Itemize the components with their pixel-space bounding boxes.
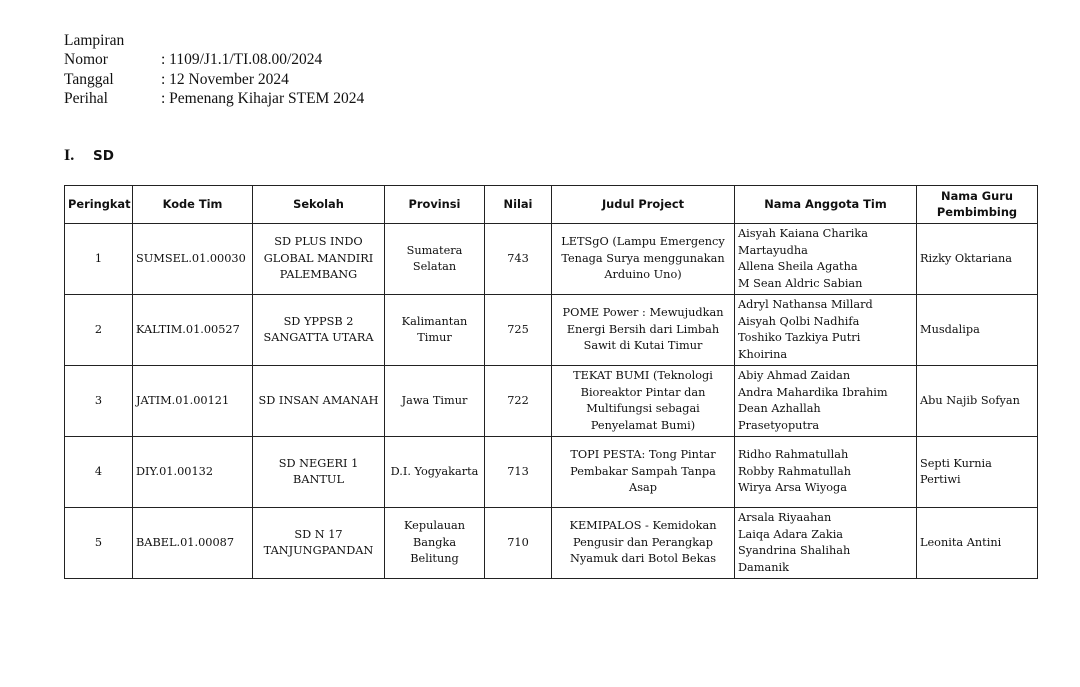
cell-nama-anggota-tim-line: Aisyah Qolbi Nadhifa — [738, 314, 860, 328]
cell-sekolah-line: SD PLUS INDO — [274, 235, 363, 249]
cell-nama-guru-line: Leonita Antini — [920, 535, 1002, 549]
cell-provinsi — [385, 437, 485, 508]
cell-nama-anggota-tim — [735, 437, 917, 508]
cell-nilai: 725 — [485, 295, 552, 366]
cell-sekolah-line: TANJUNGPANDAN — [263, 544, 374, 557]
section-heading — [64, 147, 114, 165]
cell-judul-project-line: Nyamuk dari Botol Bekas — [569, 552, 716, 566]
cell-nama-anggota-tim-line: Aisyah Kaiana Charika — [738, 227, 868, 240]
cell-judul-project — [552, 224, 735, 295]
cell-nama-anggota-tim — [735, 508, 917, 579]
cell-kode-tim: KALTIM.01.00527 — [133, 295, 253, 366]
cell-judul-project-line: TEKAT BUMI (Teknologi — [573, 369, 713, 382]
cell-nama-anggota-tim-line: Ridho Rahmatullah — [738, 448, 849, 462]
cell-nama-guru-line: Abu Najib Sofyan — [920, 393, 1020, 407]
cell-nama-anggota-tim-line: Damanik — [738, 560, 789, 574]
cell-sekolah-line: SD INSAN AMANAH — [258, 393, 379, 407]
cell-judul-project — [552, 366, 735, 437]
cell-provinsi-line: Belitung — [410, 552, 459, 566]
cell-provinsi-line: Bangka — [412, 535, 457, 549]
cell-nama-anggota-tim — [735, 224, 917, 295]
cell-nama-anggota-tim-line: Martayudha — [738, 243, 808, 257]
cell-provinsi — [385, 366, 485, 437]
cell-nama-anggota-tim-line: Laiqa Adara Zakia — [738, 527, 844, 541]
cell-judul-project-line: Penyelamat Bumi) — [590, 418, 696, 432]
header-nama-guru-pembimbing: Nama Guru Pembimbing — [917, 186, 1038, 224]
header-kode-tim: Kode Tim — [133, 186, 253, 224]
header-nilai: Nilai — [485, 186, 552, 224]
tanggal-label: Tanggal — [64, 70, 114, 88]
section-number: I. — [64, 147, 75, 164]
table-row — [65, 437, 1038, 508]
cell-judul-project-line: TOPI PESTA: Tong Pintar — [570, 448, 716, 462]
header-judul-project: Judul Project — [552, 186, 735, 224]
cell-nama-guru-line: Musdalipa — [920, 322, 980, 336]
cell-sekolah — [253, 437, 385, 508]
cell-judul-project-line: Tenaga Surya menggunakan — [561, 251, 725, 265]
table-row — [65, 295, 1038, 366]
cell-sekolah-line: SD YPPSB 2 — [283, 314, 354, 328]
cell-sekolah-line: BANTUL — [293, 473, 344, 486]
table-row — [65, 508, 1038, 579]
cell-sekolah — [253, 224, 385, 295]
lampiran-label: Lampiran — [64, 32, 125, 49]
cell-nama-anggota-tim-line: Dean Azhallah — [738, 402, 821, 415]
cell-nama-guru — [917, 437, 1038, 508]
cell-judul-project — [552, 295, 735, 366]
cell-provinsi-line: Kepulauan — [404, 519, 465, 533]
cell-provinsi-line: D.I. Yogyakarta — [390, 464, 479, 478]
cell-nama-anggota-tim-line: Toshiko Tazkiya Putri — [738, 331, 861, 344]
cell-sekolah — [253, 295, 385, 366]
table-row — [65, 224, 1038, 295]
cell-nilai: 713 — [485, 437, 552, 508]
nomor-value: : 1109/J1.1/TI.08.00/2024 — [161, 51, 323, 69]
cell-nama-anggota-tim-line: M Sean Aldric Sabian — [738, 276, 863, 290]
cell-nama-anggota-tim-line: Syandrina Shalihah — [738, 544, 851, 557]
perihal-row — [64, 89, 364, 108]
tanggal-value: : 12 November 2024 — [161, 70, 289, 88]
cell-sekolah — [253, 366, 385, 437]
header-peringkat: Peringkat — [65, 186, 133, 224]
lampiran-row — [64, 31, 364, 50]
cell-provinsi — [385, 224, 485, 295]
cell-nama-guru — [917, 508, 1038, 579]
cell-nama-anggota-tim-line: Wirya Arsa Wiyoga — [738, 481, 847, 495]
cell-provinsi-line: Sumatera — [406, 243, 463, 257]
cell-kode-tim: BABEL.01.00087 — [133, 508, 253, 579]
cell-nama-anggota-tim-line: Arsala Riyaahan — [738, 511, 832, 524]
cell-nilai: 743 — [485, 224, 552, 295]
cell-judul-project — [552, 508, 735, 579]
cell-kode-tim: DIY.01.00132 — [133, 437, 253, 508]
cell-judul-project-line: Sawit di Kutai Timur — [583, 339, 703, 353]
tanggal-row — [64, 70, 364, 89]
nomor-label: Nomor — [64, 51, 108, 69]
cell-judul-project-line: Energi Bersih dari Limbah — [566, 322, 720, 336]
cell-sekolah-line: SANGATTA UTARA — [263, 331, 374, 344]
cell-nama-guru-line: Septi Kurnia — [920, 456, 992, 470]
cell-sekolah-line: GLOBAL MANDIRI — [263, 251, 374, 265]
cell-nama-guru-line: Pertiwi — [920, 473, 961, 486]
table-header-row — [65, 186, 1038, 224]
cell-nilai: 710 — [485, 508, 552, 579]
section-title: SD — [93, 148, 114, 164]
cell-sekolah — [253, 508, 385, 579]
header-provinsi: Provinsi — [385, 186, 485, 224]
header-sekolah: Sekolah — [253, 186, 385, 224]
cell-sekolah-line: SD N 17 — [294, 527, 343, 541]
cell-peringkat: 5 — [65, 508, 133, 579]
winners-table — [64, 185, 1038, 579]
cell-judul-project-line: Bioreaktor Pintar dan — [580, 385, 706, 399]
cell-sekolah-line: SD NEGERI 1 — [278, 456, 359, 470]
nomor-row — [64, 50, 364, 69]
table-row — [65, 366, 1038, 437]
cell-nama-anggota-tim-line: Khoirina — [738, 347, 788, 361]
cell-nama-guru-line: Rizky Oktariana — [920, 251, 1013, 265]
cell-nama-guru — [917, 224, 1038, 295]
table-body — [65, 224, 1038, 579]
cell-judul-project-line: Pengusir dan Perangkap — [572, 535, 714, 549]
cell-provinsi-line: Timur — [417, 331, 452, 344]
cell-peringkat: 3 — [65, 366, 133, 437]
cell-nama-anggota-tim-line: Prasetyoputra — [738, 418, 820, 432]
cell-nama-anggota-tim — [735, 295, 917, 366]
cell-judul-project-line: KEMIPALOS - Kemidokan — [569, 519, 717, 533]
header-nama-anggota-tim: Nama Anggota Tim — [735, 186, 917, 224]
cell-nama-anggota-tim-line: Abiy Ahmad Zaidan — [738, 369, 851, 382]
cell-provinsi — [385, 508, 485, 579]
cell-kode-tim: SUMSEL.01.00030 — [133, 224, 253, 295]
cell-kode-tim: JATIM.01.00121 — [133, 366, 253, 437]
cell-nama-guru — [917, 366, 1038, 437]
cell-judul-project-line: POME Power : Mewujudkan — [562, 306, 724, 320]
cell-peringkat: 4 — [65, 437, 133, 508]
cell-provinsi-line: Jawa Timur — [401, 393, 468, 407]
perihal-value: : Pemenang Kihajar STEM 2024 — [161, 89, 365, 107]
cell-peringkat: 1 — [65, 224, 133, 295]
cell-provinsi-line: Kalimantan — [401, 314, 468, 328]
letter-header — [64, 31, 364, 108]
cell-sekolah-line: PALEMBANG — [279, 268, 358, 282]
cell-provinsi-line: Selatan — [412, 260, 457, 273]
cell-judul-project-line: Multifungsi sebagai — [586, 402, 700, 415]
cell-nama-guru — [917, 295, 1038, 366]
cell-nama-anggota-tim — [735, 366, 917, 437]
cell-judul-project-line: Asap — [629, 481, 657, 495]
cell-judul-project-line: LETSgO (Lampu Emergency — [561, 235, 725, 249]
cell-peringkat: 2 — [65, 295, 133, 366]
cell-judul-project — [552, 437, 735, 508]
cell-nilai: 722 — [485, 366, 552, 437]
cell-nama-anggota-tim-line: Robby Rahmatullah — [738, 464, 852, 478]
cell-nama-anggota-tim-line: Allena Sheila Agatha — [738, 260, 858, 273]
perihal-label: Perihal — [64, 89, 108, 107]
cell-nama-anggota-tim-line: Adryl Nathansa Millard — [738, 298, 873, 311]
cell-judul-project-line: Pembakar Sampah Tanpa — [570, 464, 716, 478]
cell-provinsi — [385, 295, 485, 366]
cell-judul-project-line: Arduino Uno) — [604, 268, 682, 282]
cell-nama-anggota-tim-line: Andra Mahardika Ibrahim — [738, 385, 888, 399]
